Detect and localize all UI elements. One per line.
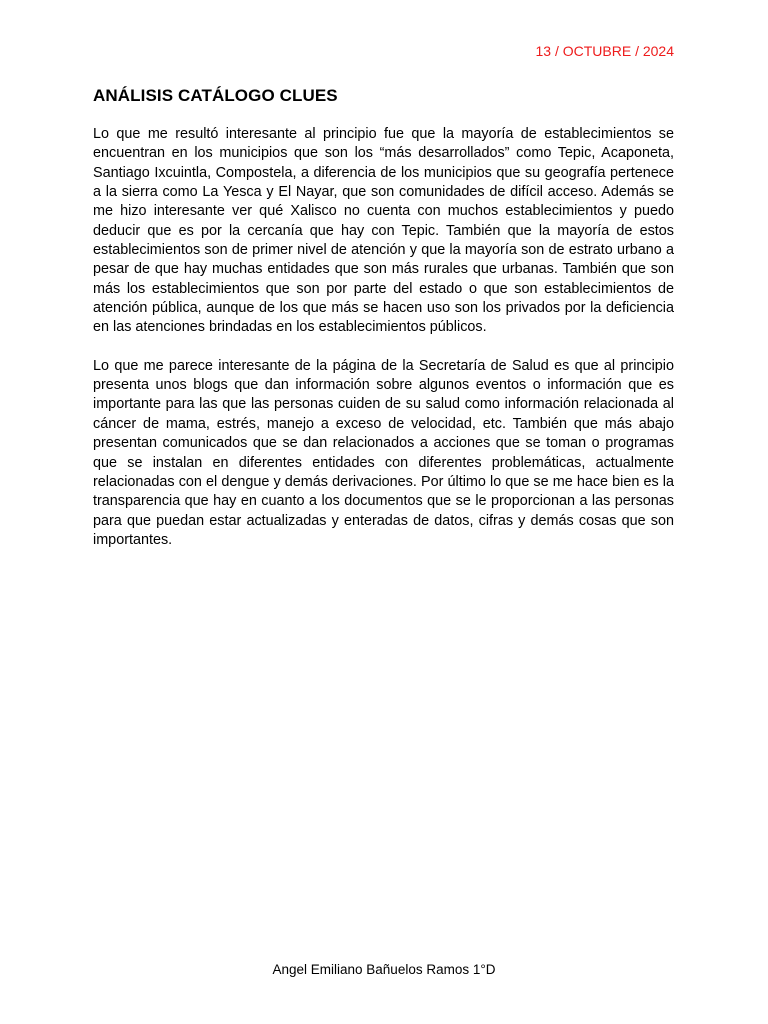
paragraph-clues-analysis: Lo que me resultó interesante al principio fue que la mayoría de establecimientos se encuentran en los municipios que son los “más desarrollados” como Tepic, Acaponeta, Santiago Ixcuintla, Compostela, a diferencia de los municipios que su geografía pertenece a la sierra como La Yesca y El Nayar, que son comunidades de difícil acceso. Además se me hizo interesante ver qué Xalisco no cuenta con muchos establecimientos y puedo deducir que es por la cercanía que hay con Tepic. También que la mayoría de estos establecimientos son de primer nivel de atención y que la mayoría son de estrato urbano a pesar de que hay muchas entidades que son más rurales que urbanas. También que son más los establecimientos que son por parte del estado o que son establecimientos de atención pública, aunque de los que más se hacen uso son los privados por la deficiencia en las atenciones brindadas en los establecimientos públicos. (93, 126, 674, 336)
author-footer: Angel Emiliano Bañuelos Ramos 1°D (272, 962, 496, 977)
paragraph-health-secretariat: Lo que me parece interesante de la página de la Secretaría de Salud es que al principio presenta unos blogs que dan información sobre algunos eventos o información que es importante para las que las personas cuiden de su salud como información relacionada al cáncer de mama, estrés, manejo a exceso de velocidad, etc. También que más abajo presentan comunicados que se dan relacionados a acciones que se toman o programas que se instalan en diferentes entidades con diferentes problemáticas, actualmente relacionadas con el dengue y demás derivaciones. Por último lo que se me hace bien es la transparencia que hay en cuanto a los documentos que se le proporcionan a las personas para que puedan estar actualizadas y enteradas de datos, cifras y demás cosas que son importantes. (93, 357, 674, 548)
document-body (93, 125, 674, 569)
document-date: 13 / OCTUBRE / 2024 (535, 43, 674, 59)
document-title: ANÁLISIS CATÁLOGO CLUES (93, 86, 338, 105)
